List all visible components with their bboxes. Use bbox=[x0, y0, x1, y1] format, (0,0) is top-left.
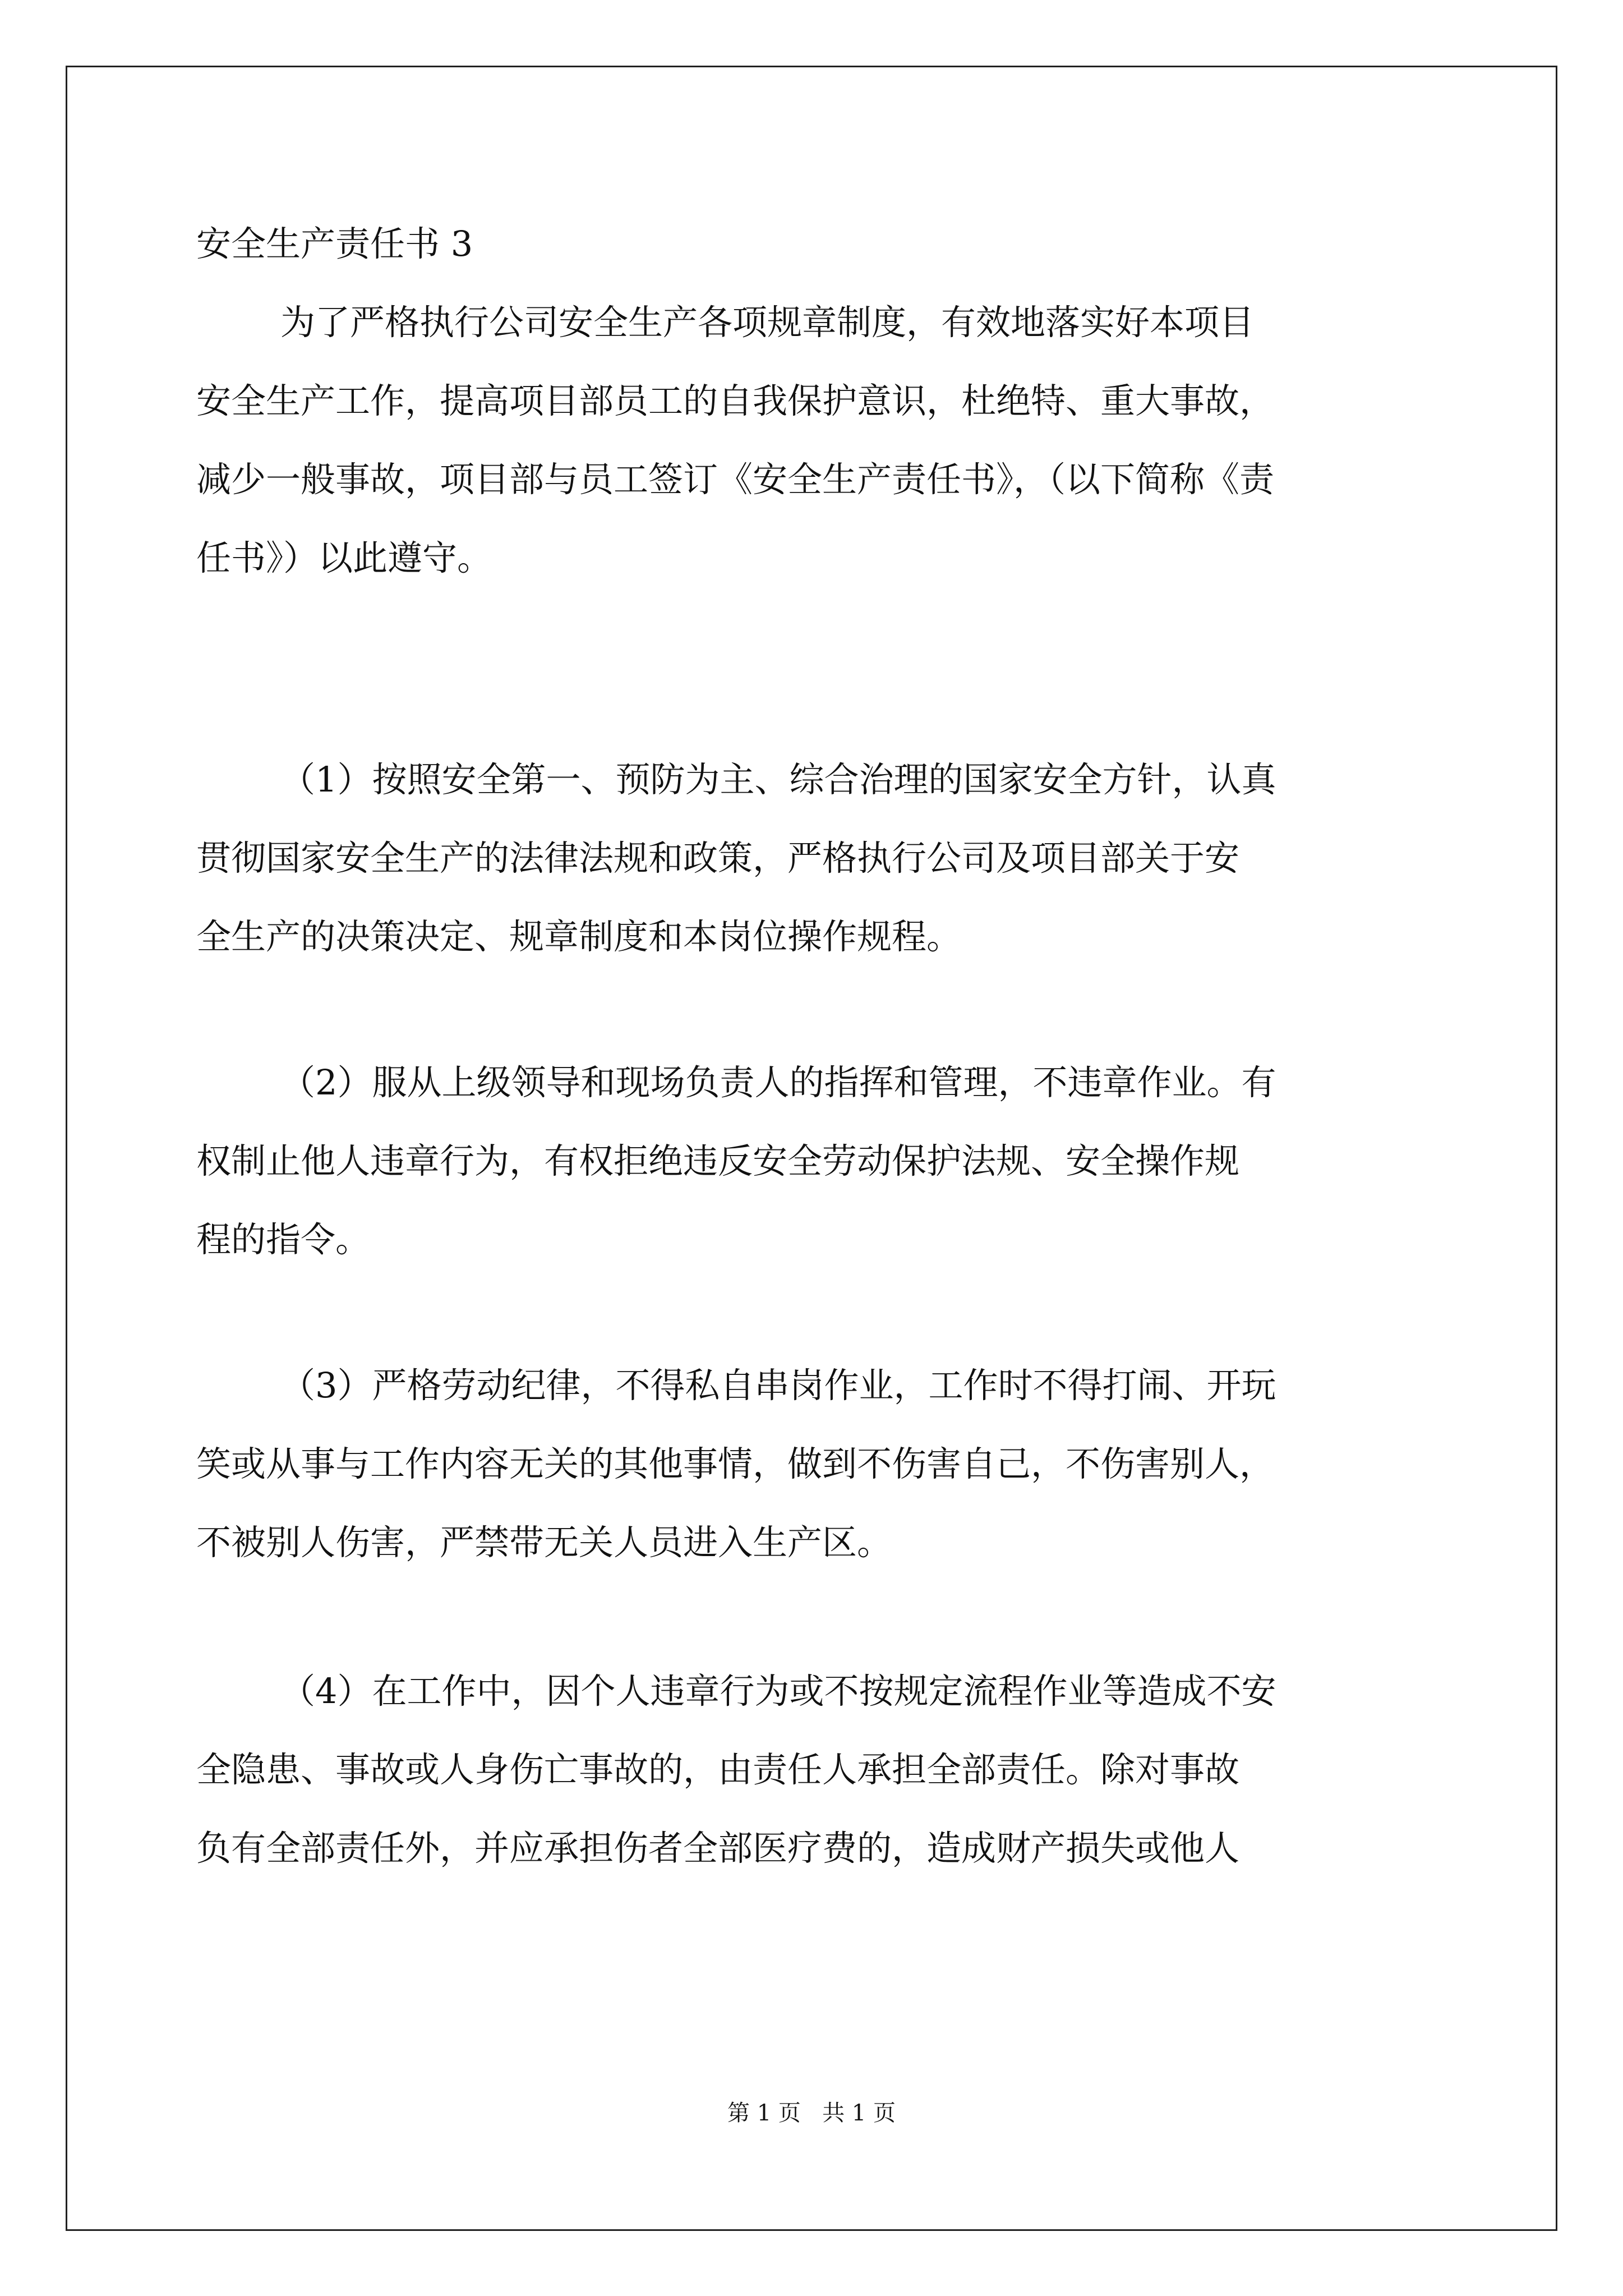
page-footer: 第 1 页 共 1 页 bbox=[727, 2100, 896, 2126]
paragraph-2-line-3: 全生产的决策决定、规章制度和本岗位操作规程。 bbox=[196, 916, 962, 957]
paragraph-3-line-2: 权制止他人违章行为，有权拒绝违反安全劳动保护法规、安全操作规 bbox=[196, 1140, 1240, 1181]
paragraph-5-line-3: 负有全部责任外，并应承担伤者全部医疗费的，造成财产损失或他人 bbox=[196, 1828, 1240, 1869]
paragraph-4-line-3: 不被别人伤害，严禁带无关人员进入生产区。 bbox=[196, 1522, 892, 1563]
document-title: 安全生产责任书 3 bbox=[196, 223, 473, 264]
paragraph-2-line-2: 贯彻国家安全生产的法律法规和政策，严格执行公司及项目部关于安 bbox=[196, 838, 1240, 878]
paragraph-3-line-1: （2）服从上级领导和现场负责人的指挥和管理，不违章作业。有 bbox=[280, 1062, 1276, 1103]
paragraph-1-line-2: 安全生产工作，提高项目部员工的自我保护意识，杜绝特、重大事故， bbox=[196, 380, 1275, 421]
paragraph-5-line-2: 全隐患、事故或人身伤亡事故的，由责任人承担全部责任。除对事故 bbox=[196, 1749, 1240, 1790]
paragraph-5-line-1: （4）在工作中，因个人违章行为或不按规定流程作业等造成不安 bbox=[280, 1671, 1276, 1711]
paragraph-4-line-1: （3）严格劳动纪律，不得私自串岗作业，工作时不得打闹、开玩 bbox=[280, 1365, 1276, 1406]
paragraph-4-line-2: 笑或从事与工作内容无关的其他事情，做到不伤害自己，不伤害别人， bbox=[196, 1443, 1275, 1484]
paragraph-3-line-3: 程的指令。 bbox=[196, 1219, 371, 1260]
paragraph-2-line-1: （1）按照安全第一、预防为主、综合治理的国家安全方针，认真 bbox=[280, 759, 1276, 800]
paragraph-1-line-4: 任书》）以此遵守。 bbox=[196, 537, 492, 578]
paragraph-1-line-3: 减少一般事故，项目部与员工签订《安全生产责任书》，（以下简称《责 bbox=[196, 459, 1275, 500]
paragraph-1-line-1: 为了严格执行公司安全生产各项规章制度，有效地落实好本项目 bbox=[280, 302, 1255, 343]
